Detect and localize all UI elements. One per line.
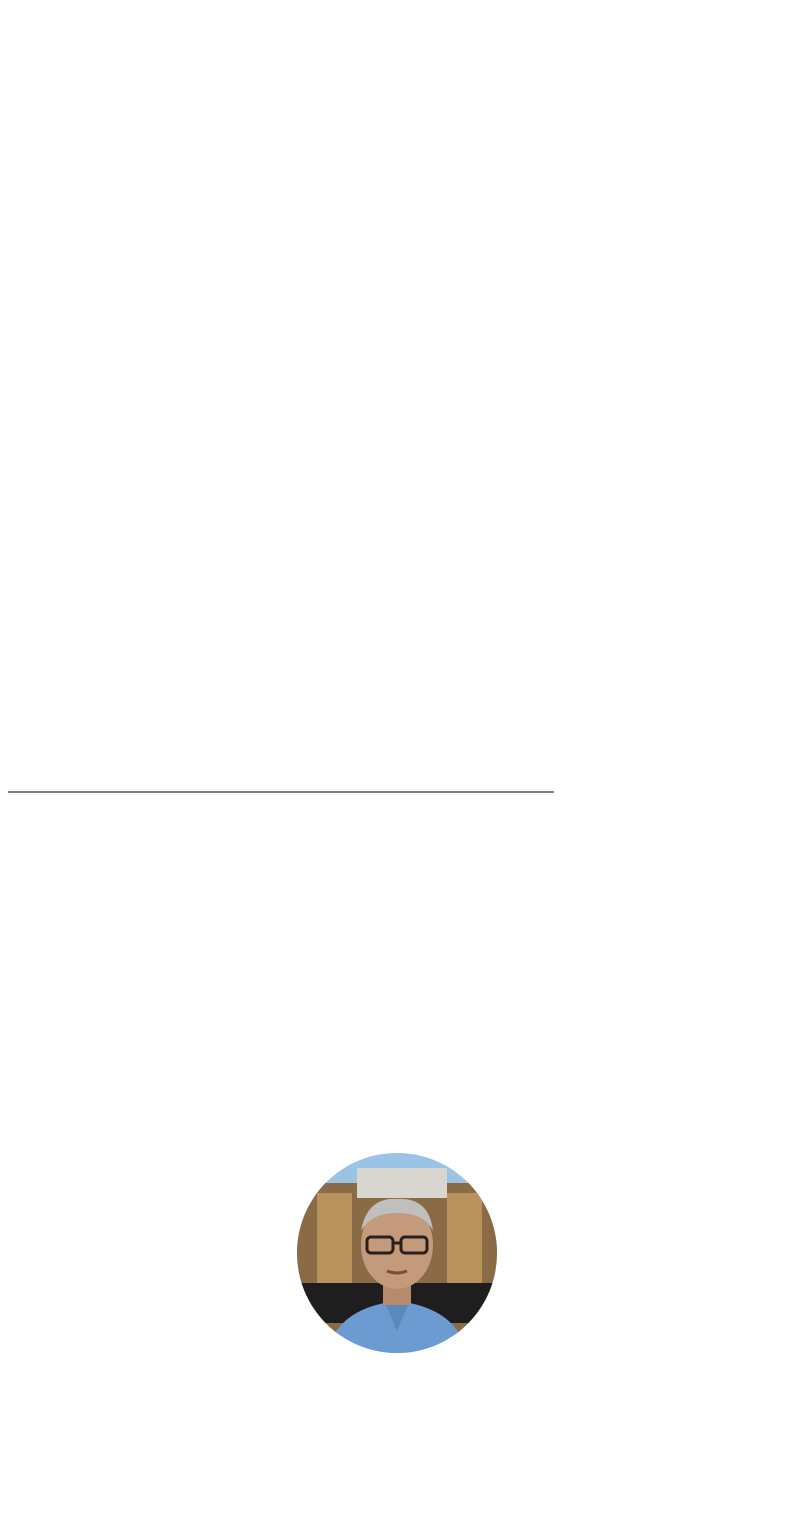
- person-photo-icon: [297, 1153, 497, 1353]
- price-index-table: [8, 791, 554, 793]
- author-avatar: [297, 1153, 497, 1353]
